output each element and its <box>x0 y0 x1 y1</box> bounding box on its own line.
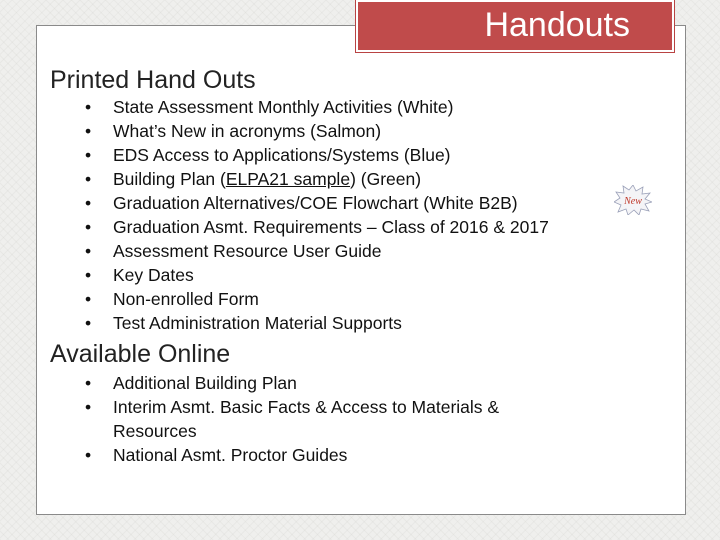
list-item: • Non-enrolled Form <box>85 287 549 311</box>
list-item: • Graduation Alternatives/COE Flowchart (White B2B) <box>85 191 549 215</box>
list-item: • State Assessment Monthly Activities (White) <box>85 95 549 119</box>
list-item: • EDS Access to Applications/Systems (Blue) <box>85 143 549 167</box>
available-online-heading: Available Online <box>50 340 231 368</box>
list-item: • Assessment Resource User Guide <box>85 239 549 263</box>
list-item: • Test Administration Material Supports <box>85 311 549 335</box>
list-item <box>85 167 549 191</box>
elpa21-sample-link[interactable]: ELPA21 sample <box>225 169 351 189</box>
list-item: • Key Dates <box>85 263 549 287</box>
title-banner <box>356 0 674 52</box>
list-item-text-before: Building Plan ( <box>113 169 226 189</box>
list-item-text-after: ) (Green) <box>350 169 422 189</box>
printed-handouts-heading: Printed Hand Outs <box>50 66 256 94</box>
slide-title: Handouts <box>484 6 630 44</box>
list-item: • What’s New in acronyms (Salmon) <box>85 119 549 143</box>
list-item: • Graduation Asmt. Requirements – Class of 2016 & 2017 <box>85 215 549 239</box>
new-starburst-icon <box>614 185 652 215</box>
list-item: • National Asmt. Proctor Guides <box>85 443 583 467</box>
printed-handouts-list <box>85 95 549 335</box>
new-badge-text: New <box>624 196 642 207</box>
list-item: • Additional Building Plan <box>85 371 583 395</box>
available-online-list <box>85 371 583 467</box>
list-item: • Interim Asmt. Basic Facts & Access to Materials & Resources <box>85 395 583 443</box>
